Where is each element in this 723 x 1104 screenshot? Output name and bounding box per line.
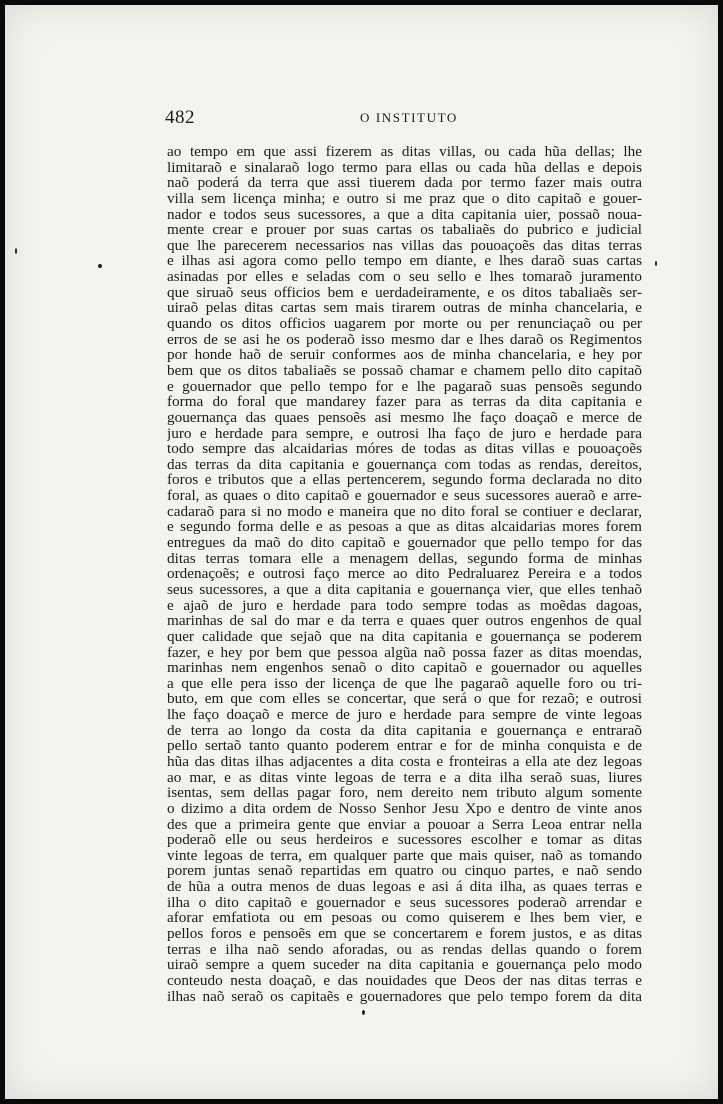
text-line: de terra ao longo da costa da dita capitania e gouernança e entraraõ xyxy=(167,722,642,739)
text-line: porem juntas senaõ repartidas em quatro ou cinquo partes, e naõ sendo xyxy=(167,863,642,880)
text-line: hũa das ditas ilhas adjacentes a dita costa e fronteiras a ella ate dez legoas xyxy=(167,753,642,770)
text-line: a que elle pera isso der licença de que lhe pagaraõ aquelle foro ou tri- xyxy=(167,675,642,692)
text-line: bem que os ditos tabaliaẽs se possaõ chamar e chamem pello dito capitaõ xyxy=(167,362,642,379)
text-line: e segundo forma delle e as pesoas a que as ditas alcaidarias mores forem xyxy=(167,519,642,536)
text-line: gouernança das quaes pensoẽs asi mesmo lhe faço doaçaõ e merce de xyxy=(167,409,642,426)
text-line: por honde haõ de seruir conformes aos de minha chancelaria, e hey por xyxy=(167,347,642,363)
text-line: das terras da dita capitania e gouernança com todas as rendas, dereitos, xyxy=(167,456,642,473)
text-line: foral, as quaes o dito capitaõ e gouernador e seus sucessores aueraõ e arre- xyxy=(167,488,642,504)
text-line: e ajaõ de juro e herdade para todo sempre todas as moẽdas dagoas, xyxy=(167,597,642,614)
text-line: marinhas nem engenhos senaõ o dito capitaõ e gouernador ou aquelles xyxy=(167,660,642,676)
text-line: isentas, sem dellas pagar foro, nem dereito nem tributo algum somente xyxy=(167,785,642,801)
page-header xyxy=(165,107,643,131)
text-line: uiraõ sempre a quem suceder na dita capitania e gouernança pelo modo xyxy=(167,957,642,973)
text-line: poderaõ elle ou seus herdeiros e sucessores escolher e tomar as ditas xyxy=(167,832,642,848)
scan-speck xyxy=(362,1010,365,1015)
body-text xyxy=(167,144,642,1004)
text-line: marinhas de sal do mar e da terra e quaes quer outros engenhos de qual xyxy=(167,613,642,629)
text-line: buto, em que com elles se concertar, que será o que for rezaõ; e outrosi xyxy=(167,691,642,708)
text-line: pellos foros e pensoẽs em que se concertarem e forem justos, e as ditas xyxy=(167,926,642,942)
document-page xyxy=(5,5,718,1099)
text-line: mente crear e prouer por suas cartas os tabaliaẽs do pubrico e judicial xyxy=(167,222,642,238)
text-line: de hũa a outra menos de duas legoas e asi á dita ilha, as quaes terras e xyxy=(167,879,642,895)
text-line: erros de se asi he os poderaõ isso mesmo dar e lhes daraõ os Regimentos xyxy=(167,331,642,348)
text-line: e gouernador que pello tempo for e lhe pagaraõ suas pensoẽs segundo xyxy=(167,378,642,395)
text-line: ao tempo em que assi fizerem as ditas villas, ou cada hũa dellas; lhe xyxy=(167,144,642,160)
text-line: villa sem licença minha; e outro si me praz que o dito capitaõ e gouer- xyxy=(167,190,642,207)
page-number: 482 xyxy=(165,107,195,128)
text-line: o dizimo a dita ordem de Nosso Senhor Jesu Xpo e dentro de vinte anos xyxy=(167,800,642,817)
text-line: limitaraõ e sinalaraõ logo termo para ellas ou cada hũa dellas e depois xyxy=(167,159,642,176)
text-line: aforar emfatiota ou em pesoas ou como quiserem e lhes bem vier, e xyxy=(167,910,642,927)
text-line: quer calidade que sejaõ que na dita capitania e gouernança se poderem xyxy=(167,628,642,645)
text-line: ordenaçoẽs; e outrosi faço merce ao dito Pedraluarez Pereira e a todos xyxy=(167,566,642,582)
text-line: fazer, e hey por bem que pessoa algũa naõ possa fazer as ditas moendas, xyxy=(167,644,642,661)
scan-speck xyxy=(98,264,102,268)
text-line: vinte legoas de terra, em qualquer parte que mais quiser, naõ as tomando xyxy=(167,847,642,864)
text-line: terras e ilha naõ sendo aforadas, ou as rendas dellas quando o forem xyxy=(167,941,642,958)
text-line: conteudo nesta doaçaõ, e das nouidades que Deos der nas ditas terras e xyxy=(167,972,642,989)
scan-speck xyxy=(655,261,657,266)
text-line: e ilhas asi agora como pello tempo em diante, e lhes daraõ suas cartas xyxy=(167,253,642,270)
text-line: quando os ditos officios uagarem por morte ou per renunciaçaõ ou per xyxy=(167,316,642,332)
text-line: asinadas por elles e seladas com o seu sello e lhes tomaraõ juramento xyxy=(167,269,642,285)
text-line: nador e todos seus sucessores, a que a dita capitania uier, possaõ noua- xyxy=(167,206,642,223)
text-line: ditas terras tomara elle a menagem dellas, segundo forma de minhas xyxy=(167,550,642,567)
text-line: ao mar, e as ditas vinte legoas de terra e a dita ilha seraõ suas, liures xyxy=(167,769,642,786)
scan-speck xyxy=(15,248,17,254)
text-line: forma do foral que mandarey fazer para as terras da dita capitania e xyxy=(167,394,642,410)
text-line: cadaraõ para si no modo e maneira que no dito foral se contiuer e declarar, xyxy=(167,503,642,520)
text-line: que siruaõ seus officios bem e uerdadeiramente, e os ditos tabaliaẽs ser- xyxy=(167,284,642,301)
text-line: uiraõ pelas ditas cartas sem mais tirarem outras de minha chancelaria, e xyxy=(167,300,642,317)
text-line: naõ poderá da terra que assi tiuerem dada por termo fazer mais outra xyxy=(167,175,642,191)
text-line: juro e herdade para sempre, e outrosi lha faço de juro e herdade para xyxy=(167,425,642,442)
text-line: entregues da maõ do dito capitaõ e gouernador que pello tempo for das xyxy=(167,535,642,551)
text-line: que lhe parecerem necessarios nas villas das pouoaçoẽs das ditas terras xyxy=(167,237,642,254)
text-line: lhe faço doaçaõ e merce de juro e herdade para sempre de vinte legoas xyxy=(167,707,642,723)
text-line: seus sucessores, a que a dita capitania e gouernança vier, que elles tenhaõ xyxy=(167,581,642,598)
text-line: todo sempre das alcaidarias móres de todas as ditas villas e pouoaçoẽs xyxy=(167,441,642,457)
text-line: pello sertaõ tanto quanto poderem entrar e for de minha conquista e de xyxy=(167,738,642,754)
text-line: ilha o dito capitaõ e gouernador e seus sucessores poderaõ arrendar e xyxy=(167,894,642,911)
text-line: foros e tributos que a ellas pertencerem, segundo forma declarada no dito xyxy=(167,472,642,489)
text-line: ilhas naõ seraõ os capitaẽs e gouernadores que pelo tempo forem da dita xyxy=(167,988,642,1005)
running-title: O INSTITUTO xyxy=(360,110,458,125)
text-line: des que a primeira gente que enviar a pouoar a Serra Leoa entrar nella xyxy=(167,816,642,833)
